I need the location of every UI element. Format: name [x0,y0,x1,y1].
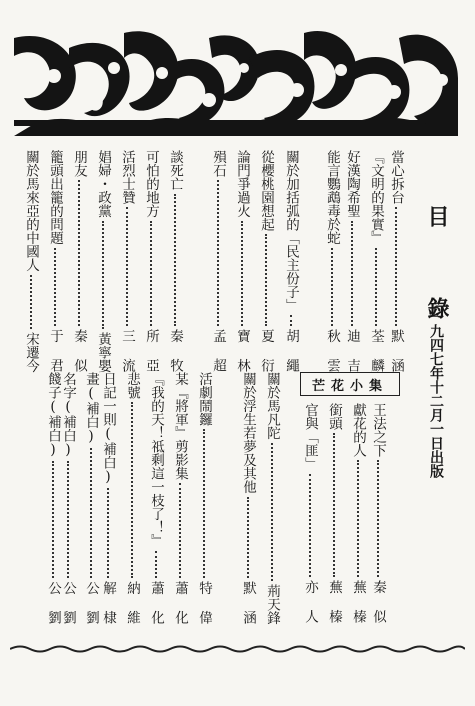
leader-dots [78,180,80,326]
toc-entry [344,150,362,372]
toc-entry [210,150,228,372]
leader-dots [271,443,273,581]
leader-dots [131,402,133,578]
entry-author: 納 維 [124,581,140,624]
toc-entry [196,372,214,624]
toc-entry [370,403,388,623]
entry-author: 公 劉 [60,581,76,624]
leader-dots [52,461,54,578]
leader-dots [333,433,335,577]
toc-entry [172,372,190,624]
entry-author: 黃寧嬰 [95,331,111,372]
leader-dots [126,207,128,326]
entry-author: 秦 似 [71,329,87,372]
leader-dots [54,248,56,327]
toc-entry [23,150,41,372]
leader-dots [241,221,243,327]
entry-title: 關於馬來亞的中國人 [23,150,39,272]
entry-author: 荊天鋒 [264,583,280,624]
entry-title: 王法之下 [370,403,386,457]
entry-author: 寶 林 [234,329,250,372]
entry-author: 蕭 化 [172,581,188,624]
entry-author: 夏 衍 [258,329,274,372]
entry-author: 迪 吉 [344,329,360,372]
toc-entry [264,372,282,624]
entry-author: 默 涵 [240,581,256,624]
toc-entry [83,372,101,624]
toc-entry [47,150,65,372]
leader-dots [290,315,292,326]
section-title: 芒花小集 [300,372,400,396]
leader-dots [203,429,205,578]
entry-title: 殞石 [210,150,226,177]
toc-entry [148,372,166,624]
leader-dots [150,221,152,327]
entry-title: 日記一則(補白) [100,372,116,485]
entry-author: 秋 雲 [324,329,340,372]
entry-title: 談死亡 [167,150,183,191]
toc-entry [258,150,276,372]
leader-dots [265,234,267,326]
leader-dots [351,221,353,327]
page-title: 目 錄 [424,205,450,341]
entry-author: 默 涵 [388,329,404,372]
entry-title: 關於馬凡陀 [264,372,280,440]
toc-entry [167,150,185,372]
entry-title: 可怕的地方 [143,150,159,218]
entry-title: 餞子(補白) [45,372,61,458]
entry-author: 秦 牧 [167,329,183,372]
leader-dots [67,461,69,578]
leader-dots [174,194,176,327]
entry-author: 解 棣 [100,581,116,624]
leader-dots [155,551,157,579]
decorative-floral-banner [14,28,458,136]
entry-title: 官與「匪」 [302,403,318,471]
entry-title: 『文明的果實』 [368,150,384,245]
entry-author: 蕭 化 [148,581,164,624]
entry-title: 籠頭出籠的問題 [47,150,63,245]
entry-title: 某『將軍』剪影集 [172,372,188,480]
entry-title: 關於加括弧的「民主份子」 [283,150,299,312]
entry-title: 好漢陶希聖 [344,150,360,218]
leader-dots [375,248,377,327]
toc-entry [95,150,113,372]
entry-author: 孟 超 [210,329,226,372]
leader-dots [377,460,379,577]
entry-author: 胡 繩 [283,329,299,372]
entry-title: 關於浮生若夢及其他 [240,372,256,494]
entry-author: 蕪 榛 [326,580,342,623]
entry-title: 畫(補白) [83,372,99,445]
entry-author: 公 劉 [45,581,61,624]
entry-title: 朋友 [71,150,87,177]
toc-entry [368,150,386,372]
leader-dots [217,180,219,326]
entry-title: 名字(補白) [60,372,76,458]
toc-entry [119,150,137,372]
entry-author: 荃 麟 [368,329,384,372]
toc-entry [100,372,118,624]
entry-title: 當心拆台 [388,150,404,204]
entry-title: 論門爭過火 [234,150,250,218]
entry-author: 亦 人 [302,580,318,623]
entry-title: 活烈士贊 [119,150,135,204]
entry-title: 悲號 [124,372,140,399]
entry-author: 蕪 榛 [350,580,366,623]
bottom-wavy-rule [10,642,465,656]
toc-entry [324,150,342,372]
leader-dots [107,488,109,578]
entry-title: 娼婦・政黨 [95,150,111,218]
leader-dots [247,497,249,579]
entry-author: 公 劉 [83,581,99,624]
entry-title: 銜頭 [326,403,342,430]
leader-dots [309,474,311,578]
publication-date: 一九四七年十二月一日出版 [428,310,444,478]
entry-title: 『我的天！祗剩這一枝了！』 [148,372,164,548]
entry-author: 特 偉 [196,581,212,624]
entry-title: 活劇鬧鑼 [196,372,212,426]
toc-entry [283,150,301,372]
entry-author: 三 流 [119,329,135,372]
entry-title: 能言鸚鵡毒於蛇 [324,150,340,245]
entry-author: 秦 似 [370,580,386,623]
leader-dots [331,248,333,327]
toc-entry [71,150,89,372]
leader-dots [90,448,92,579]
toc-entry [234,150,252,372]
leader-dots [395,207,397,326]
entry-title: 從櫻桃園想起 [258,150,274,231]
entry-title: 獻花的人 [350,403,366,457]
toc-entry [302,403,320,623]
entry-author: 宋遷今 [23,331,39,372]
toc-entry [143,150,161,372]
leader-dots [30,275,32,329]
toc-entry [326,403,344,623]
toc-entry [388,150,406,372]
toc-entry [240,372,258,624]
toc-entry [350,403,368,623]
leader-dots [102,221,104,329]
leader-dots [179,483,181,578]
leader-dots [357,460,359,577]
entry-author: 所 亞 [143,329,159,372]
toc-entry [45,372,63,624]
entry-author: 于 君 [47,329,63,372]
toc-entry [124,372,142,624]
